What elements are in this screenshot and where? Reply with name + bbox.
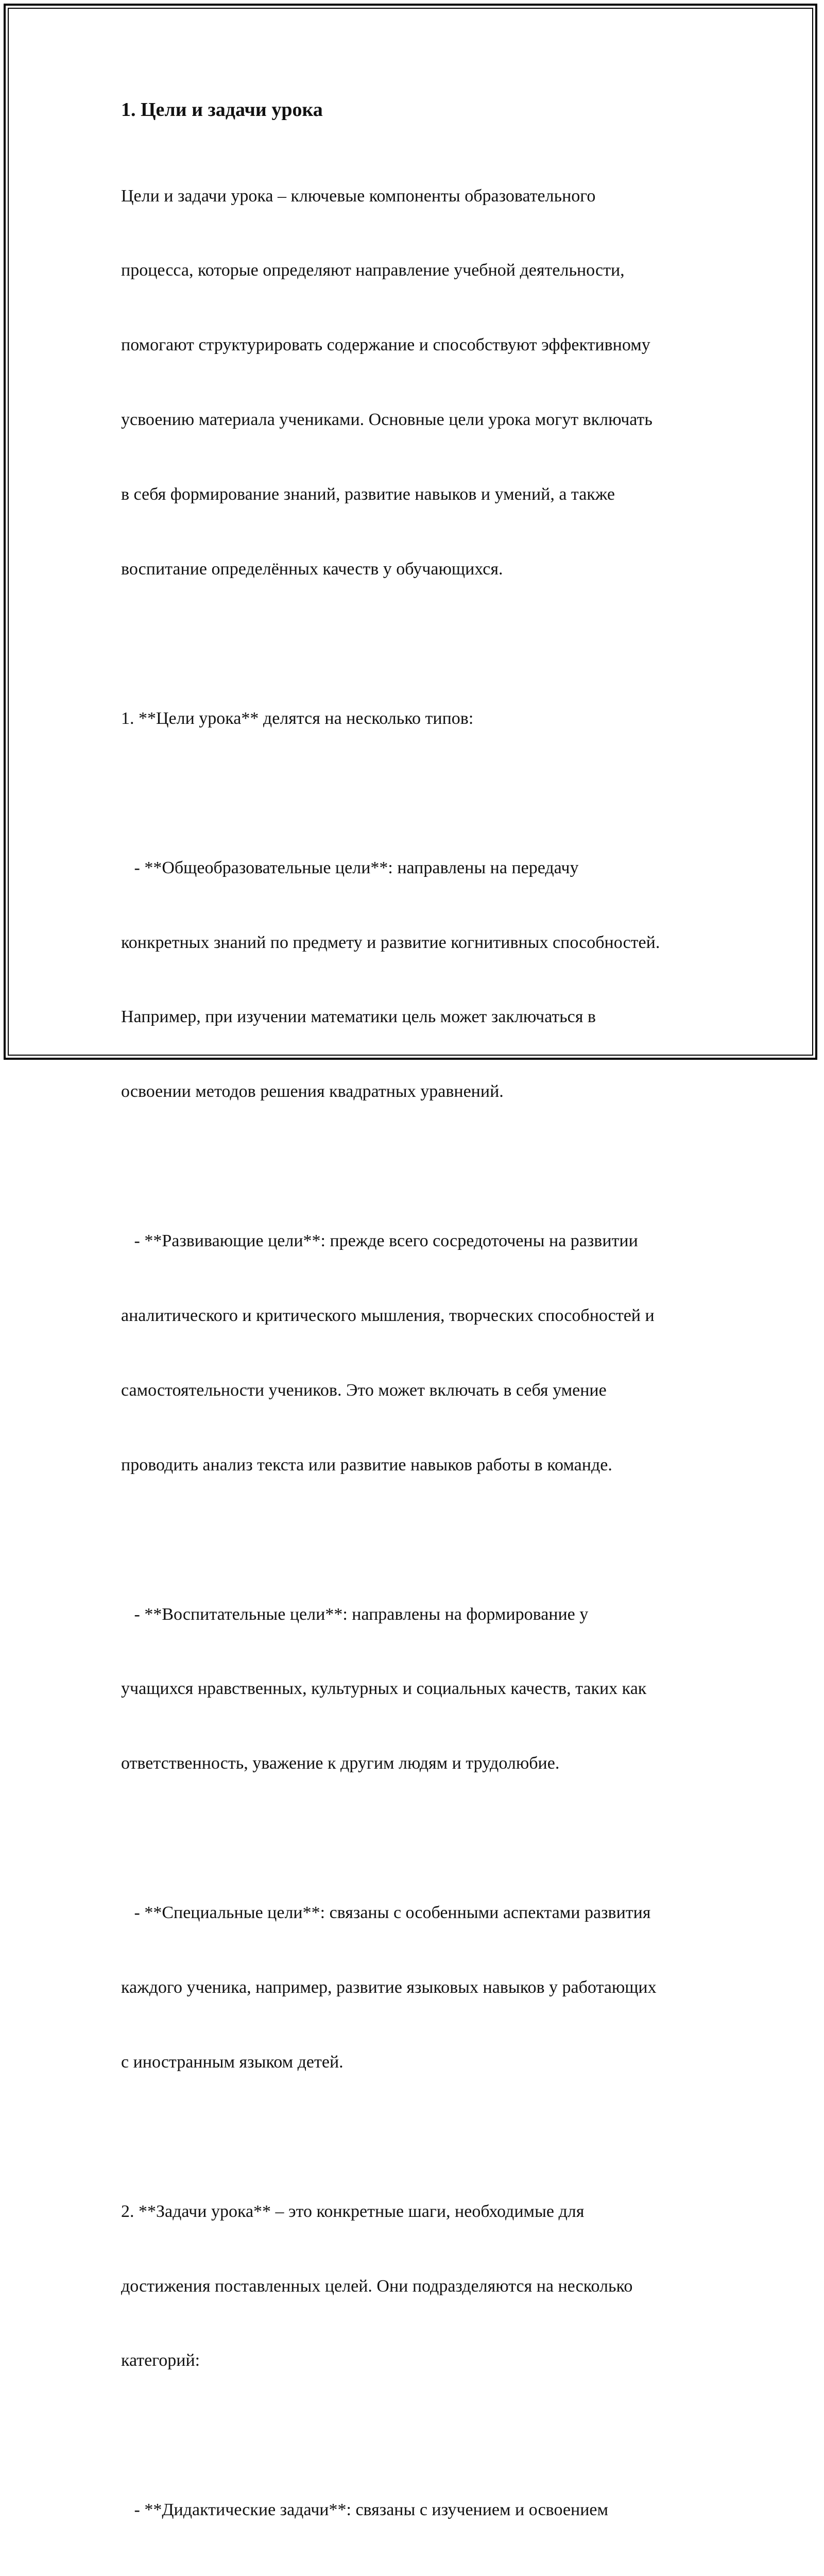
text-line: достижения поставленных целей. Они подразделяются на несколько [121, 2276, 633, 2296]
text-line: конкретных знаний по предмету и развитие когнитивных способностей. [121, 933, 660, 952]
text-line: - **Общеобразовательные цели**: направлены на передачу [121, 858, 579, 877]
text-line: усвоению материала учениками. Основные цели урока могут включать [121, 410, 653, 430]
text-line: с иностранным языком детей. [121, 2052, 344, 2072]
text-line: проводить анализ текста или развитие навыков работы в команде. [121, 1455, 612, 1475]
paragraph-educational-goals [121, 1552, 718, 1826]
text-line: - **Развивающие цели**: прежде всего сосредоточены на развитии [121, 1231, 638, 1251]
text-line: процесса, которые определяют направление учебной деятельности, [121, 261, 625, 280]
text-line: помогают структурировать содержание и способствуют эффективному [121, 335, 650, 355]
text-line: Цели и задачи урока – ключевые компоненты образовательного [121, 186, 596, 206]
text-line: категорий: [121, 2351, 200, 2370]
text-line: 2. **Задачи урока** – это конкретные шаги, необходимые для [121, 2201, 585, 2221]
text-line: освоении методов решения квадратных уравнений. [121, 1082, 504, 1101]
paragraph-intro [121, 134, 718, 632]
text-line: - **Воспитательные цели**: направлены на формирование у [121, 1604, 589, 1624]
text-line: - **Дидактические задачи**: связаны с изучением и освоением [121, 2500, 608, 2520]
text-line: воспитание определённых качеств у обучающихся. [121, 560, 503, 579]
text-line: Например, при изучении математики цель может заключаться в [121, 1007, 596, 1027]
paragraph-lesson-tasks [121, 2149, 718, 2423]
text-line [121, 2572, 718, 2576]
document-body [121, 96, 718, 2576]
paragraph-general-goals [121, 806, 718, 1154]
paragraph-goals-types [121, 656, 718, 781]
paragraph-didactic-tasks [121, 2448, 718, 2576]
text-line: аналитического и критического мышления, творческих способностей и [121, 1306, 655, 1325]
text-line: самостоятельности учеников. Это может включать в себя умение [121, 1380, 607, 1400]
text-line: учащихся нравственных, культурных и социальных качеств, таких как [121, 1679, 647, 1699]
text-line: 1. **Цели урока** делятся на несколько типов: [121, 708, 474, 728]
text-line: в себя формирование знаний, развитие навыков и умений, а также [121, 485, 615, 504]
paragraph-special-goals [121, 1851, 718, 2124]
text-line: - **Специальные цели**: связаны с особенными аспектами развития [121, 1903, 651, 1923]
section-heading: 1. Цели и задачи урока [121, 99, 323, 121]
text-line: каждого ученика, например, развитие языковых навыков у работающих [121, 1977, 657, 1997]
paragraph-developing-goals [121, 1179, 718, 1527]
text-line: ответственность, уважение к другим людям и трудолюбие. [121, 1754, 560, 1773]
